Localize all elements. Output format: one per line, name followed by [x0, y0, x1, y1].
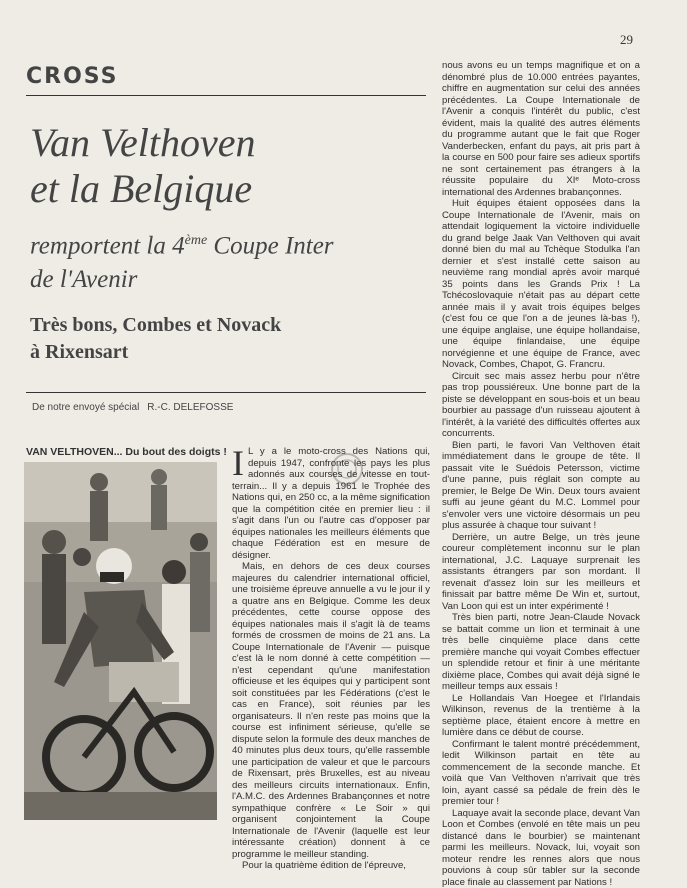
paragraph-text: L y a le moto-cross des Nations qui, depuis 1947, confronte les pays les plus adonnés aux courses de vitesse en tout-terrain... Il y a depuis 1961 le Trophée des Nations qui, en 250 cc, a la même signification que la compétition citée en premier lieu : il s'agit dans l'un ou l'autre cas d'opposer par équipes nationales les meilleurs éléments que chaque Fédération est en mesure de désigner. — [232, 446, 430, 561]
headline — [30, 120, 256, 212]
headline-line1: Van Velthoven — [30, 120, 256, 166]
byline-label: De notre envoyé spécial — [32, 402, 139, 413]
headline-line2: et la Belgique — [30, 166, 256, 212]
paragraph: Très bien parti, notre Jean-Claude Novack se battait comme un lion et terminait à une très belle cinquième place dans cette première manche qui voyait Combes effectuer un splendide retour et finir à une méritante dixième place, Combes qui avait déjà signé le meilleur temps aux essais ! — [442, 612, 640, 693]
paragraph: Mais, en dehors de ces deux courses majeures du calendrier international officiel, une troisième épreuve annuelle a vu le jour il y a quatre ans en Belgique. Comme les deux précédentes, cette course oppose des équipes nationales mais il s'agit là de teams formés de crossmen de moins de 21 ans. La Coupe Internationale de l'Avenir — puisque c'est là le nom donné à cette compétition — n'est cependant qu'une manifestation officieuse et les équipes qui y participent sont soit constituées par les Fédérations (c'est le cas en France), soit réunies par les organisateurs. Il n'en reste pas moins que la course est infiniment sérieuse, qu'elle se dispute selon la formule des deux manches de 40 minutes plus deux tours, qu'elle rassemble une participation de valeur et que le parcours de Rixensart, près Bruxelles, est au niveau des meilleurs circuits internationaux. Enfin, l'A.M.C. des Ardennes Brabançonnes et notre sympathique confrère « Le Soir » qui organisent conjointement la Coupe Internationale de l'Avenir (laquelle est leur intéressante création) donnent à ce programme le meilleur standing. — [232, 561, 430, 860]
divider — [26, 392, 426, 393]
paragraph: Circuit sec mais assez herbu pour n'être pas trop poussiéreux. Une bonne part de la piste se développant en sous-bois et un beau bourbier au passage d'un ruisseau ajoutent à l'intérêt, à la variété des difficultés offertes aux concurrents. — [442, 371, 640, 440]
subheadline-line2: de l'Avenir — [30, 263, 430, 297]
byline — [32, 402, 233, 413]
subheadline-line1 — [30, 224, 430, 263]
paragraph: nous avons eu un temps magnifique et on a dénombré plus de 10.000 entrées payantes, chiffre en augmentation sur celui des années précédentes. La Coupe Internationale de l'Avenir a conquis l'intérêt du public, c'est évident, mais la qualité des autres éléments du programme autant que le fait que Roger Vanderbecken, enfant du pays, ait pris part à la course en 500 pour faire ses adieux sportifs ne sont certainement pas étrangers à la réussite populaire du XIᵉ Moto-cross international des Ardennes brabançonnes. — [442, 60, 640, 198]
photo-caption: VAN VELTHOVEN... Du bout des doigts ! — [26, 446, 227, 458]
rubric-label: CROSS — [26, 64, 119, 89]
deck-line1: Très bons, Combes et Novack — [30, 312, 430, 339]
deck — [30, 312, 430, 366]
byline-author: R.-C. DELEFOSSE — [147, 402, 233, 413]
article-column-1 — [232, 446, 430, 872]
rider-photo — [24, 462, 217, 820]
paragraph: Laquaye avait la seconde place, devant Van Loon et Combes (envolé en tête mais un peu distancé dans le bourbier) se maintenant parmi les meilleurs. Novack, lui, voyait son moteur rendre les rennes alors que nous pouvions à coup sûr tabler sur la seconde place finale au classement par Nations ! — [442, 808, 640, 888]
subheadline-post: Coupe Inter — [207, 232, 333, 259]
drop-cap: I — [232, 448, 244, 478]
paragraph: Huit équipes étaient opposées dans la Coupe Internationale de l'Avenir, mais on attendait logiquement la victoire individuelle du grand belge Jaak Van Velthoven qui avait donné bien du mal au Tchèque Stodulka l'an dernier et s'est installé cette saison au neuvième rang mondial après avoir marqué 35 points dans les Grands Prix ! La Tchécoslovaquie n'était pas au départ cette année mais il y avait trois équipes belges (c'est fou ce que l'on a de jeunes là-bas !), une équipe anglaise, une équipe hollandaise, une équipe finlandaise, une équipe norvégienne et une équipe de France, avec Novack, Combes, Chapot, G. Francru. — [442, 198, 640, 371]
deck-line2: à Rixensart — [30, 339, 430, 366]
subheadline — [30, 224, 430, 297]
section-rubric — [26, 64, 426, 96]
subheadline-pre: remportent la 4 — [30, 232, 185, 259]
paragraph: Derrière, un autre Belge, un très jeune coureur complètement inconnu sur le plan international, J.C. Laquaye surprenait les assistants étrangers par son mordant. Il revenait d'assez loin sur les meilleurs et finissait par battre même De Win et, surtout, Van Loon qui est un inter expérimenté ! — [442, 532, 640, 613]
paragraph — [232, 446, 430, 561]
paragraph: Confirmant le talent montré précédemment, ledit Wilkinson partait en tête au commencement de la seconde manche. Et voilà que Van Velthoven n'arrivait que très loin, ayant cassé sa pédale de frein dès le premier tour ! — [442, 739, 640, 808]
paragraph: Pour la quatrième édition de l'épreuve, — [232, 860, 430, 872]
paragraph: Bien parti, le favori Van Velthoven était immédiatement dans le groupe de tête. Il passait vite le Suédois Petersson, victime d'une panne, puis réglait son compte au premier, le Belge De Win. Deux tours avaient suffi au jeune géant du M.C. Lommel pour s'envoler vers une victoire désormais un peu plus assurée à chaque tour suivant ! — [442, 440, 640, 532]
article-column-2 — [442, 60, 640, 888]
paragraph: Le Hollandais Van Hoegee et l'Irlandais Wilkinson, revenus de la trentième à la septième place, étaient encore à mettre en lumière dans ce début de course. — [442, 693, 640, 739]
subheadline-sup: ème — [185, 233, 208, 248]
rider-photo-illustration — [24, 462, 217, 820]
page-number: 29 — [620, 32, 633, 48]
